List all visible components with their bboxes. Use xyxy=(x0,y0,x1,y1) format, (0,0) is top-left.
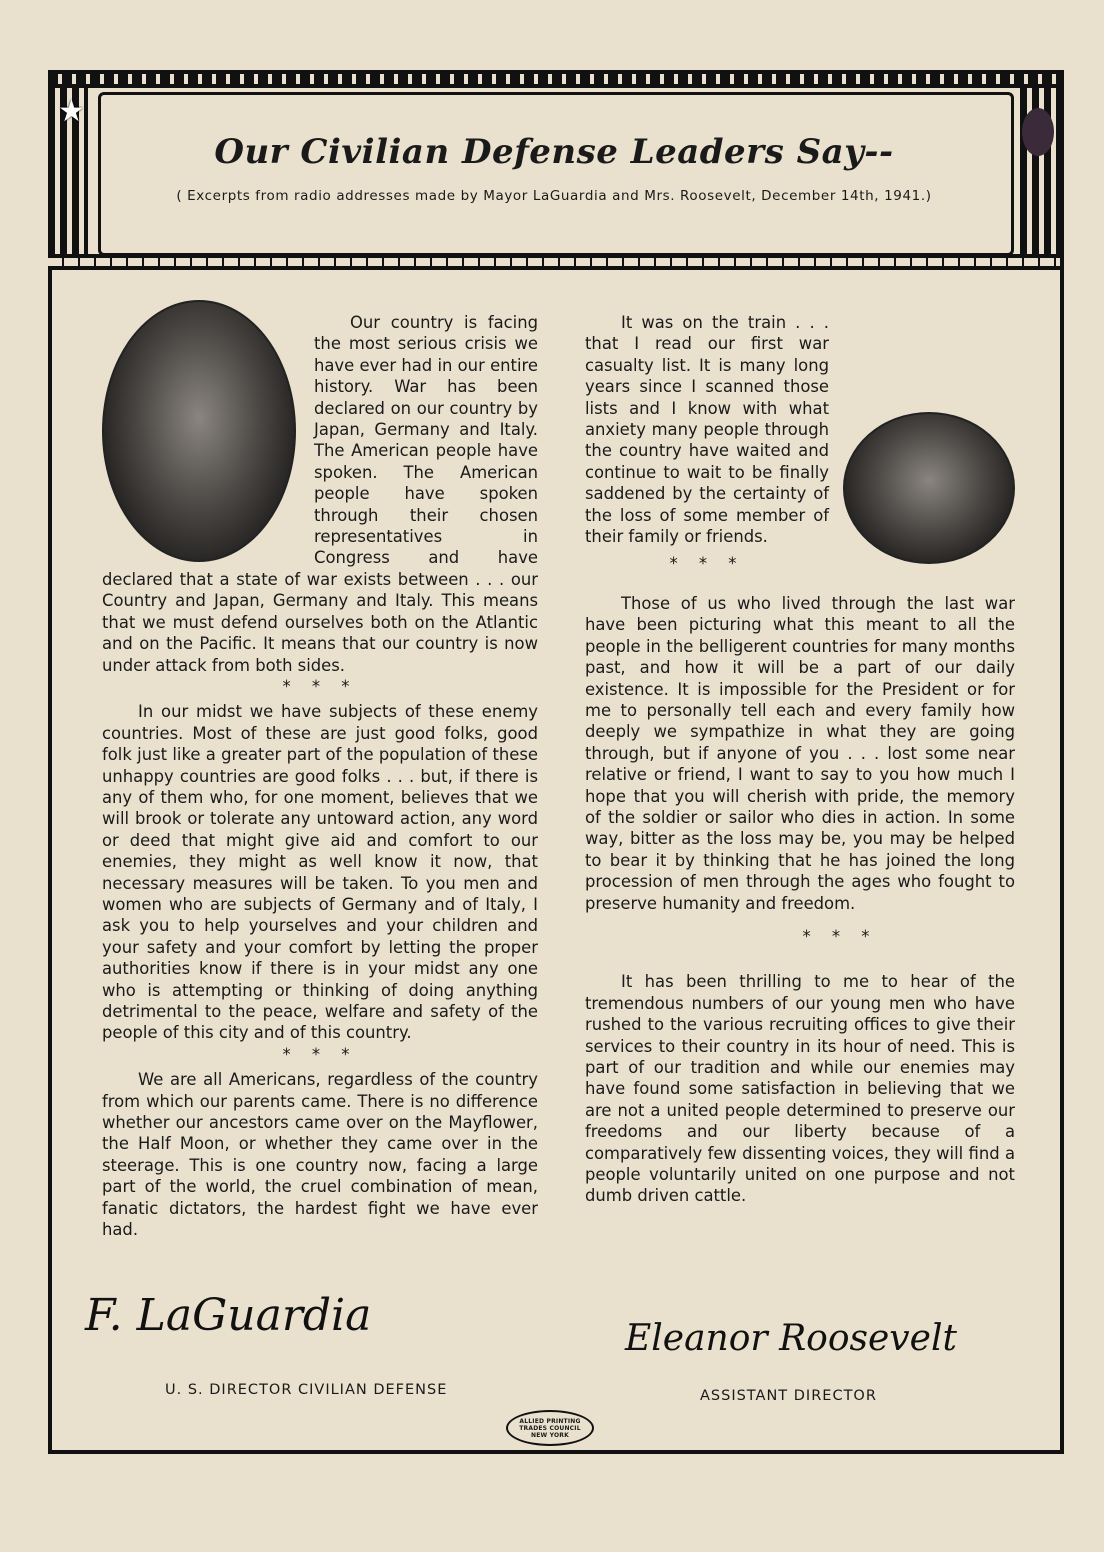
paragraph: Those of us who lived through the last war have been picturing what this meant to all the people in the belligerent countries for many months past, and how it will be a part of our daily existence. It is impossible for the President or for me to personally tell each and every family how deeply we sympathize in what they are going through, but if anyone of you . . . lost some near relative or friend, I want to say to you how much I hope that you will cherish with pride, the memory of the soldier or sailor who dies in action. In some way, bitter as the loss may be, you may be helped to bear it by thinking that he has joined the long procession of men through the ages who fought to preserve humanity and freedom. xyxy=(585,593,1015,913)
star-icon: ★ xyxy=(58,94,85,129)
union-label-text: ALLIED PRINTING TRADES COUNCIL NEW YORK xyxy=(519,1417,581,1439)
separator: * * * xyxy=(282,1044,358,1064)
page-subtitle: ( Excerpts from radio addresses made by Mayor LaGuardia and Mrs. Roosevelt, December 14th, 1941.) xyxy=(176,188,932,204)
title-box xyxy=(98,92,1014,256)
paragraph: It was on the train . . . that I read our first war casualty list. It is many long years since I scanned those lists and I know with what anxiety many people through the country have waited and continue to wait to be finally saddened by the certainty of the loss of some member of their family or friends. xyxy=(585,313,829,547)
roosevelt-title: ASSISTANT DIRECTOR xyxy=(700,1388,877,1404)
laguardia-signature: F. LaGuardia xyxy=(85,1290,372,1341)
header-banner xyxy=(48,70,1060,270)
laguardia-portrait xyxy=(102,300,296,562)
paragraph: In our midst we have subjects of these enemy countries. Most of these are just good folks, good folk just like a greater part of the population of these unhappy countries are good folks . . . but, if there is any of them who, for one moment, believes that we will brook or tolerate any untoward action, any word or deed that might give aid and comfort to our enemies, they might as well know it now, that necessary measures will be taken. To you men and women who are subjects of Germany and of Italy, I ask you to help yourselves and your children and your safety and your comfort by letting the proper authorities know if there is in your midst any one who is attempting or thinking of doing anything detrimental to the peace, welfare and safety of the people of this city and of this country. xyxy=(102,702,538,1043)
paragraph: It has been thrilling to me to hear of the tremendous numbers of our young men who have rushed to the various recruiting offices to give their services to their country in its hour of need. This is part of our tradition and while our enemies may have found some satisfaction in believing that we are not a united people determined to preserve our freedoms and our liberty because of a comparatively few dissenting voices, they will find a people voluntarily united on one purpose and not dumb driven cattle. xyxy=(585,972,1015,1206)
separator: * * * xyxy=(669,554,745,574)
decorative-border-bottom xyxy=(48,254,1060,270)
roosevelt-column xyxy=(585,312,1015,1207)
laguardia-title: U. S. DIRECTOR CIVILIAN DEFENSE xyxy=(165,1382,448,1398)
roosevelt-signature: Eleanor Roosevelt xyxy=(625,1318,957,1359)
paragraph: Our country is facing the most serious crisis we have ever had in our entire history. War has been declared on our country by Japan, Germany and Italy. The American people have spoken. The American people have spoken through their chosen representatives in Congress and have declared that a state of war exists between . . . our Country and Japan, Germany and Italy. This means that we must defend ourselves both on the Atlantic and on the Pacific. It means that our country is now under attack from both sides. xyxy=(102,313,538,675)
page-title: Our Civilian Defense Leaders Say-- xyxy=(214,132,894,172)
separator: * * * xyxy=(282,676,358,696)
separator: * * * xyxy=(802,926,878,946)
roosevelt-portrait xyxy=(843,412,1015,564)
laguardia-column xyxy=(102,312,538,1240)
right-pillar xyxy=(1020,88,1060,258)
union-label-logo xyxy=(506,1410,594,1446)
left-pillar xyxy=(48,88,88,258)
paragraph: We are all Americans, regardless of the country from which our parents came. There is no difference whether our ancestors came over on the Mayflower, the Half Moon, or whether they came over in the steerage. This is one country now, facing a large part of the world, the cruel combination of mean, fanatic dictators, the hardest fight we have ever had. xyxy=(102,1070,538,1240)
decorative-border-top xyxy=(48,70,1060,88)
